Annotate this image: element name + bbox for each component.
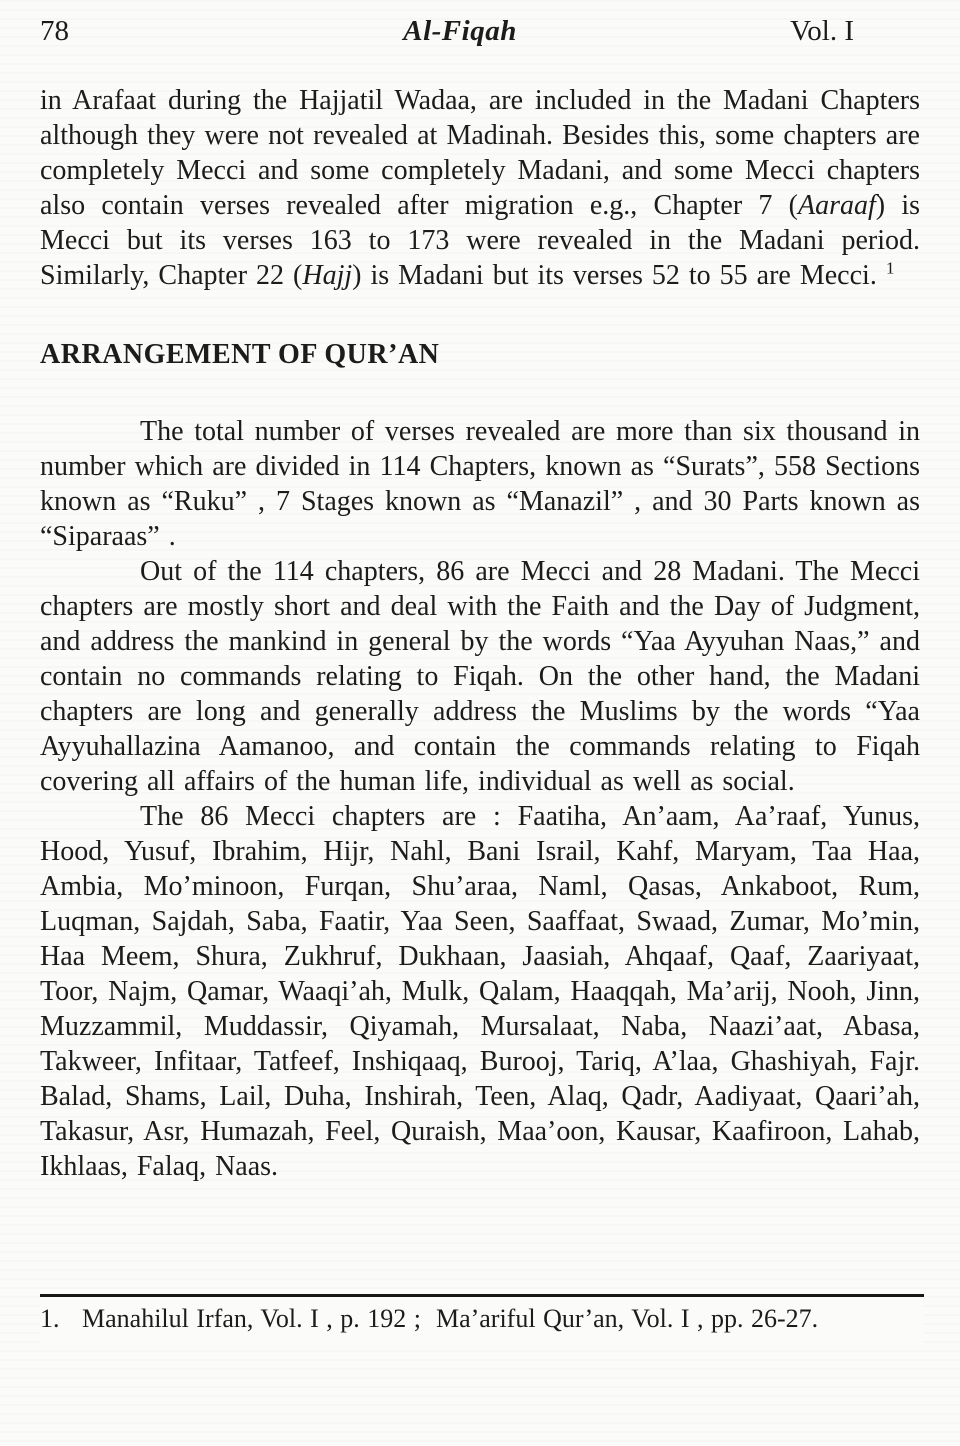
volume-label: Vol. I: [790, 15, 854, 47]
footnote-divider: [40, 1294, 924, 1297]
page-number: 78: [40, 15, 69, 47]
paragraph-verses-total: The total number of verses revealed are more than six thousand in number which are divided in 114 Chapters, known as “Surats”, 558 Sections known as “Ruku” , 7 Stages known as “Manazil” , and 30 Parts known as “Siparaas” .: [40, 416, 920, 552]
section-heading: ARRANGEMENT OF QUR’AN: [40, 339, 440, 370]
paragraph-mecci-chapter-list: The 86 Mecci chapters are : Faatiha, An’aam, Aa’raaf, Yunus, Hood, Yusuf, Ibrahim, Hijr, Nahl, Bani Israil, Kahf, Maryam, Taa Haa, Ambia, Mo’minoon, Furqan, Shu’araa, Naml, Qasas, Ankaboot, Rum, Luqman, Sajdah, Saba, Faatir, Yaa Seen, Saaffaat, Swaad, Zumar, Mo’min, Haa Meem, Shura, Zukhruf, Dukhaan, Jaasiah, Ahqaaf, Qaaf, Zaariyaat, Toor, Najm, Qamar, Waaqi’ah, Mulk, Qalam, Haaqqah, Ma’arij, Nooh, Jinn, Muzzammil, Muddassir, Qiyamah, Mursalaat, Naba, Naazi’aat, Abasa, Takweer, Infitaar, Tatfeef, Inshiqaaq, Burooj, Tariq, A’laa, Ghashiyah, Fajr. Balad, Shams, Lail, Duha, Inshirah, Teen, Alaq, Qadr, Aadiyaat, Qaari’ah, Takasur, Asr, Humazah, Feel, Quraish, Maa’oon, Kausar, Kaafiroon, Lahab, Ikhlaas, Falaq, Naas.: [40, 801, 920, 1182]
paragraph-mecci-madani-description: Out of the 114 chapters, 86 are Mecci and 28 Madani. The Mecci chapters are mostly short and deal with the Faith and the Day of Judgment, and address the mankind in general by the words “Yaa Ayyuhan Naas,” and contain no commands relating to Fiqah. On the other hand, the Madani chapters are long and generally address the Muslims by the words “Yaa Ayyuhallazina Aamanoo, and contain the commands relating to Fiqah covering all affairs of the human life, individual as well as social.: [40, 556, 920, 797]
paragraph-continuation: in Arafaat during the Hajjatil Wadaa, are included in the Madani Chapters although they were not revealed at Madinah. Besides this, some chapters are completely Mecci and some completely Madani, and some Mecci chapters also contain verses revealed after migration e.g., Chapter 7 (Aaraaf) is Mecci but its verses 163 to 173 were revealed in the Madani period. Similarly, Chapter 22 (Hajj) is Madani but its verses 52 to 55 are Mecci. $^1$: [40, 85, 921, 291]
book-title: Al-Fiqah: [403, 15, 517, 47]
page-body: [40, 83, 920, 1184]
footnote-text: 1. Manahilul Irfan, Vol. I , p. 192 ; Ma’ariful Qur’an, Vol. I , pp. 26-27.: [40, 1304, 819, 1333]
footnote-section: [40, 1294, 924, 1343]
page-header: [40, 14, 920, 49]
